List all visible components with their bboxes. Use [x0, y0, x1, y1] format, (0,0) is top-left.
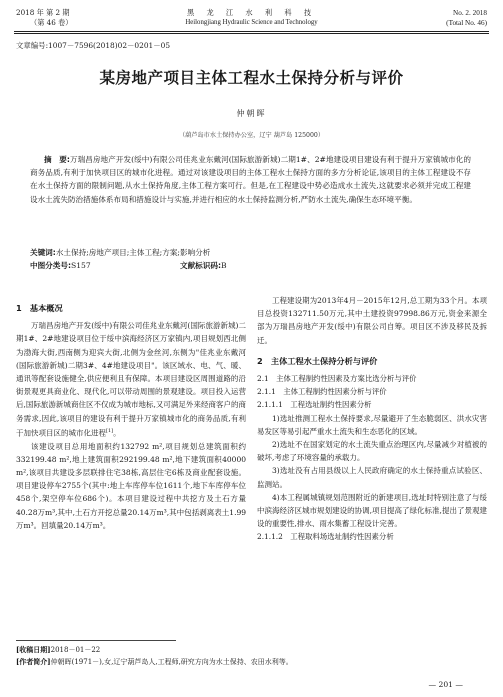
keywords-text: 水土保持;房地产项目;主体工程;方案;影响分析 — [55, 248, 211, 257]
abstract-text: 万瑞昌房地产开发(绥中)有限公司佳兆业东戴河(国际旅游新城)二期1#、2#地建设项目建设有利于提升万家镇城市化的商务品质,有利于加快项目区的城市化进程。通过对该建设项目的主体工程水土保持方面的多方分析论证,该项目的主体工程建设不存在水土保持方面的限制问题,从水土保持角度,主体工程方案可行。但是,在工程建设中势必造成水土流失,这就要求必须并完成工程建设水土流失防治措施体系布局和措施设计与实施,并进行相应的水土保持监测分析,严防水土流失,确保生态环境平衡。 — [30, 155, 471, 204]
author-bio-value: 仲朝晖(1971－),女,辽宁葫芦岛人,工程师,研究方向为水土保持、农田水利等。 — [50, 658, 293, 666]
footnotes — [16, 644, 293, 668]
journal-name-en: Heilongjiang Hydraulic Science and Technology — [185, 19, 318, 26]
right-column — [257, 294, 487, 544]
clc-label: 中图分类号: — [30, 261, 72, 270]
page-number: — 201 — — [428, 680, 463, 689]
issue-line-2: （第 46 卷） — [30, 18, 73, 27]
list-item-1: 1)选址推测工程水土保持要求,尽量避开了生态脆弱区、洪水灾害易发区等易引起严重水土流失和生态恶化的区域。 — [257, 413, 487, 436]
classification — [30, 259, 471, 272]
header-rule-thin — [14, 33, 489, 34]
subsection-2-1-1-1: 2.1.1.1 工程选址制约性因素分析 — [257, 400, 372, 410]
journal-name — [0, 8, 503, 28]
paper-title: 某房地产项目主体工程水土保持分析与评价 — [99, 69, 404, 87]
abstract — [30, 153, 471, 206]
issue-number — [446, 8, 487, 28]
paragraph: 万瑞昌房地产开发(绥中)有限公司佳兆业东戴河(国际旅游新城)二期1#、2#地建设项目位于绥中滨海经济区万家镇内,项目规划西北侧为渤海大街,西南侧为迎宾大街,北侧为金丝河,东侧为"佳兆业东戴河(国际旅游新城)二期3#、4#地建设项目"。该区域水、电、气、暖、通讯等配套设施健全,供应便利且有保障。本项目建设区周围道路的沿街景观更具商业化、现代化,可以带动周围的景观建设。项目投入运营后,国际旅游新城商住区不仅成为城市地标,又可满足外来经商客户的商务需求,因此,该项目的建设有利于提升万家镇城市化的商务品质,有利于加快项目区的城市化进程[1]。 — [16, 321, 246, 438]
keywords — [30, 246, 471, 259]
doc-code-value: B — [221, 261, 227, 270]
subsection-2-1-1-2: 2.1.1.2 工程取料场选址制约性因素分析 — [257, 532, 394, 542]
list-item-4: 4)本工程属城镇规划范围附近的新建项目,选址时特别注意了与绥中滨海经济区城市规划建设的协调,项目提高了绿化标准,提出了景观建设的重要性,排水、雨水集蓄工程设计完善。 — [257, 492, 487, 529]
received-value: 2018－01－22 — [50, 646, 101, 654]
issue-number-line-1: No. 2. 2018 — [453, 9, 487, 17]
citation-ref: [1] — [106, 427, 114, 434]
journal-name-zh: 黑 龙 江 水 利 科 技 — [186, 8, 317, 17]
received-label: [收稿日期] — [16, 645, 51, 654]
subsection-2-1-1: 2.1.1 主体工程制约性因素分析与评价 — [257, 387, 387, 397]
section-1-heading: 1 基本概况 — [16, 303, 63, 313]
article-number: 文章编号:1007－7596(2018)02－0201－05 — [16, 41, 171, 50]
list-item-2: 2)选址不在国家划定的水土流失重点治理区内,尽量减少对植被的破坏,考虑了环境容量的承载力。 — [257, 440, 487, 463]
paragraph-1-text: 万瑞昌房地产开发(绥中)有限公司佳兆业东戴河(国际旅游新城)二期1#、2#地建设项目位于绥中滨海经济区万家镇内,项目规划西北侧为渤海大街,西南侧为迎宾大街,北侧为金丝河,东侧为"佳兆业东戴河(国际旅游新城)二期3#、4#地建设项目"。该区域水、电、气、暖、通讯等配套设施健全,供应便利且有保障。本项目建设区周围道路的沿街景观更具商业化、现代化,可以带动周围的景观建设。项目投入运营后,国际旅游新城商住区不仅成为城市地标,又可满足外来经商客户的商务需求,因此,该项目的建设有利于提升万家镇城市化的商务品质,有利于加快项目区的城市化进程 — [16, 321, 246, 438]
section-2-heading: 2 主体工程水土保持分析与评价 — [257, 355, 378, 366]
header-rule — [14, 31, 489, 32]
list-item-3: 3)选址没有占用县级以上人民政府确定的水土保持重点试验区、监测站。 — [257, 466, 487, 489]
author-bio — [16, 656, 293, 668]
paragraph-2: 该建设项目总用地面积约132792 m²,项目规划总建筑面积约332199.48 m²,地上建筑面积292199.48 m²,地下建筑面积40000 m²,该项目共建设多层联排住宅38栋,高层住宅6栋及商业配套设施。项目建设停车2755个(其中:地上车库停车位1611个,地下车库停车位458个,架空停车位686个)。本项目建设过程中共挖方及土石方量40.28万m³,其中,土石方开挖总量20.14万m³,其中包括剥离表土1.99万m³。回填量20.14万m³。 — [16, 441, 246, 530]
author-name: 仲朝晖 — [236, 109, 267, 118]
issue-number-line-2: (Total No. 46) — [446, 19, 487, 27]
footnote-rule — [16, 640, 176, 641]
received-date — [16, 644, 293, 656]
left-column — [16, 294, 246, 532]
author-affiliation: （葫芦岛市水土保持办公室，辽宁 葫芦岛 125000） — [178, 132, 325, 139]
abstract-label: 摘 要: — [44, 155, 70, 164]
keywords-label: 关键词: — [30, 248, 56, 257]
issue-line-1: 2018 年 第 2 期 — [16, 8, 70, 17]
paragraph-3: 工程建设期为2013年4月－2015年12月,总工期为33个月。本项目总投资132711.50万元,其中土建投资97998.86万元,资金来源全部为万瑞昌房地产开发(绥中)有限公司自筹。项目区不涉及移民及拆迁。 — [257, 296, 487, 345]
clc-value: S157 — [71, 261, 91, 270]
author-bio-label: [作者简介] — [16, 657, 51, 666]
doc-code-label: 文献标识码: — [180, 261, 222, 270]
subsection-2-1: 2.1 主体工程制约性因素及方案比选分析与评价 — [257, 374, 417, 384]
